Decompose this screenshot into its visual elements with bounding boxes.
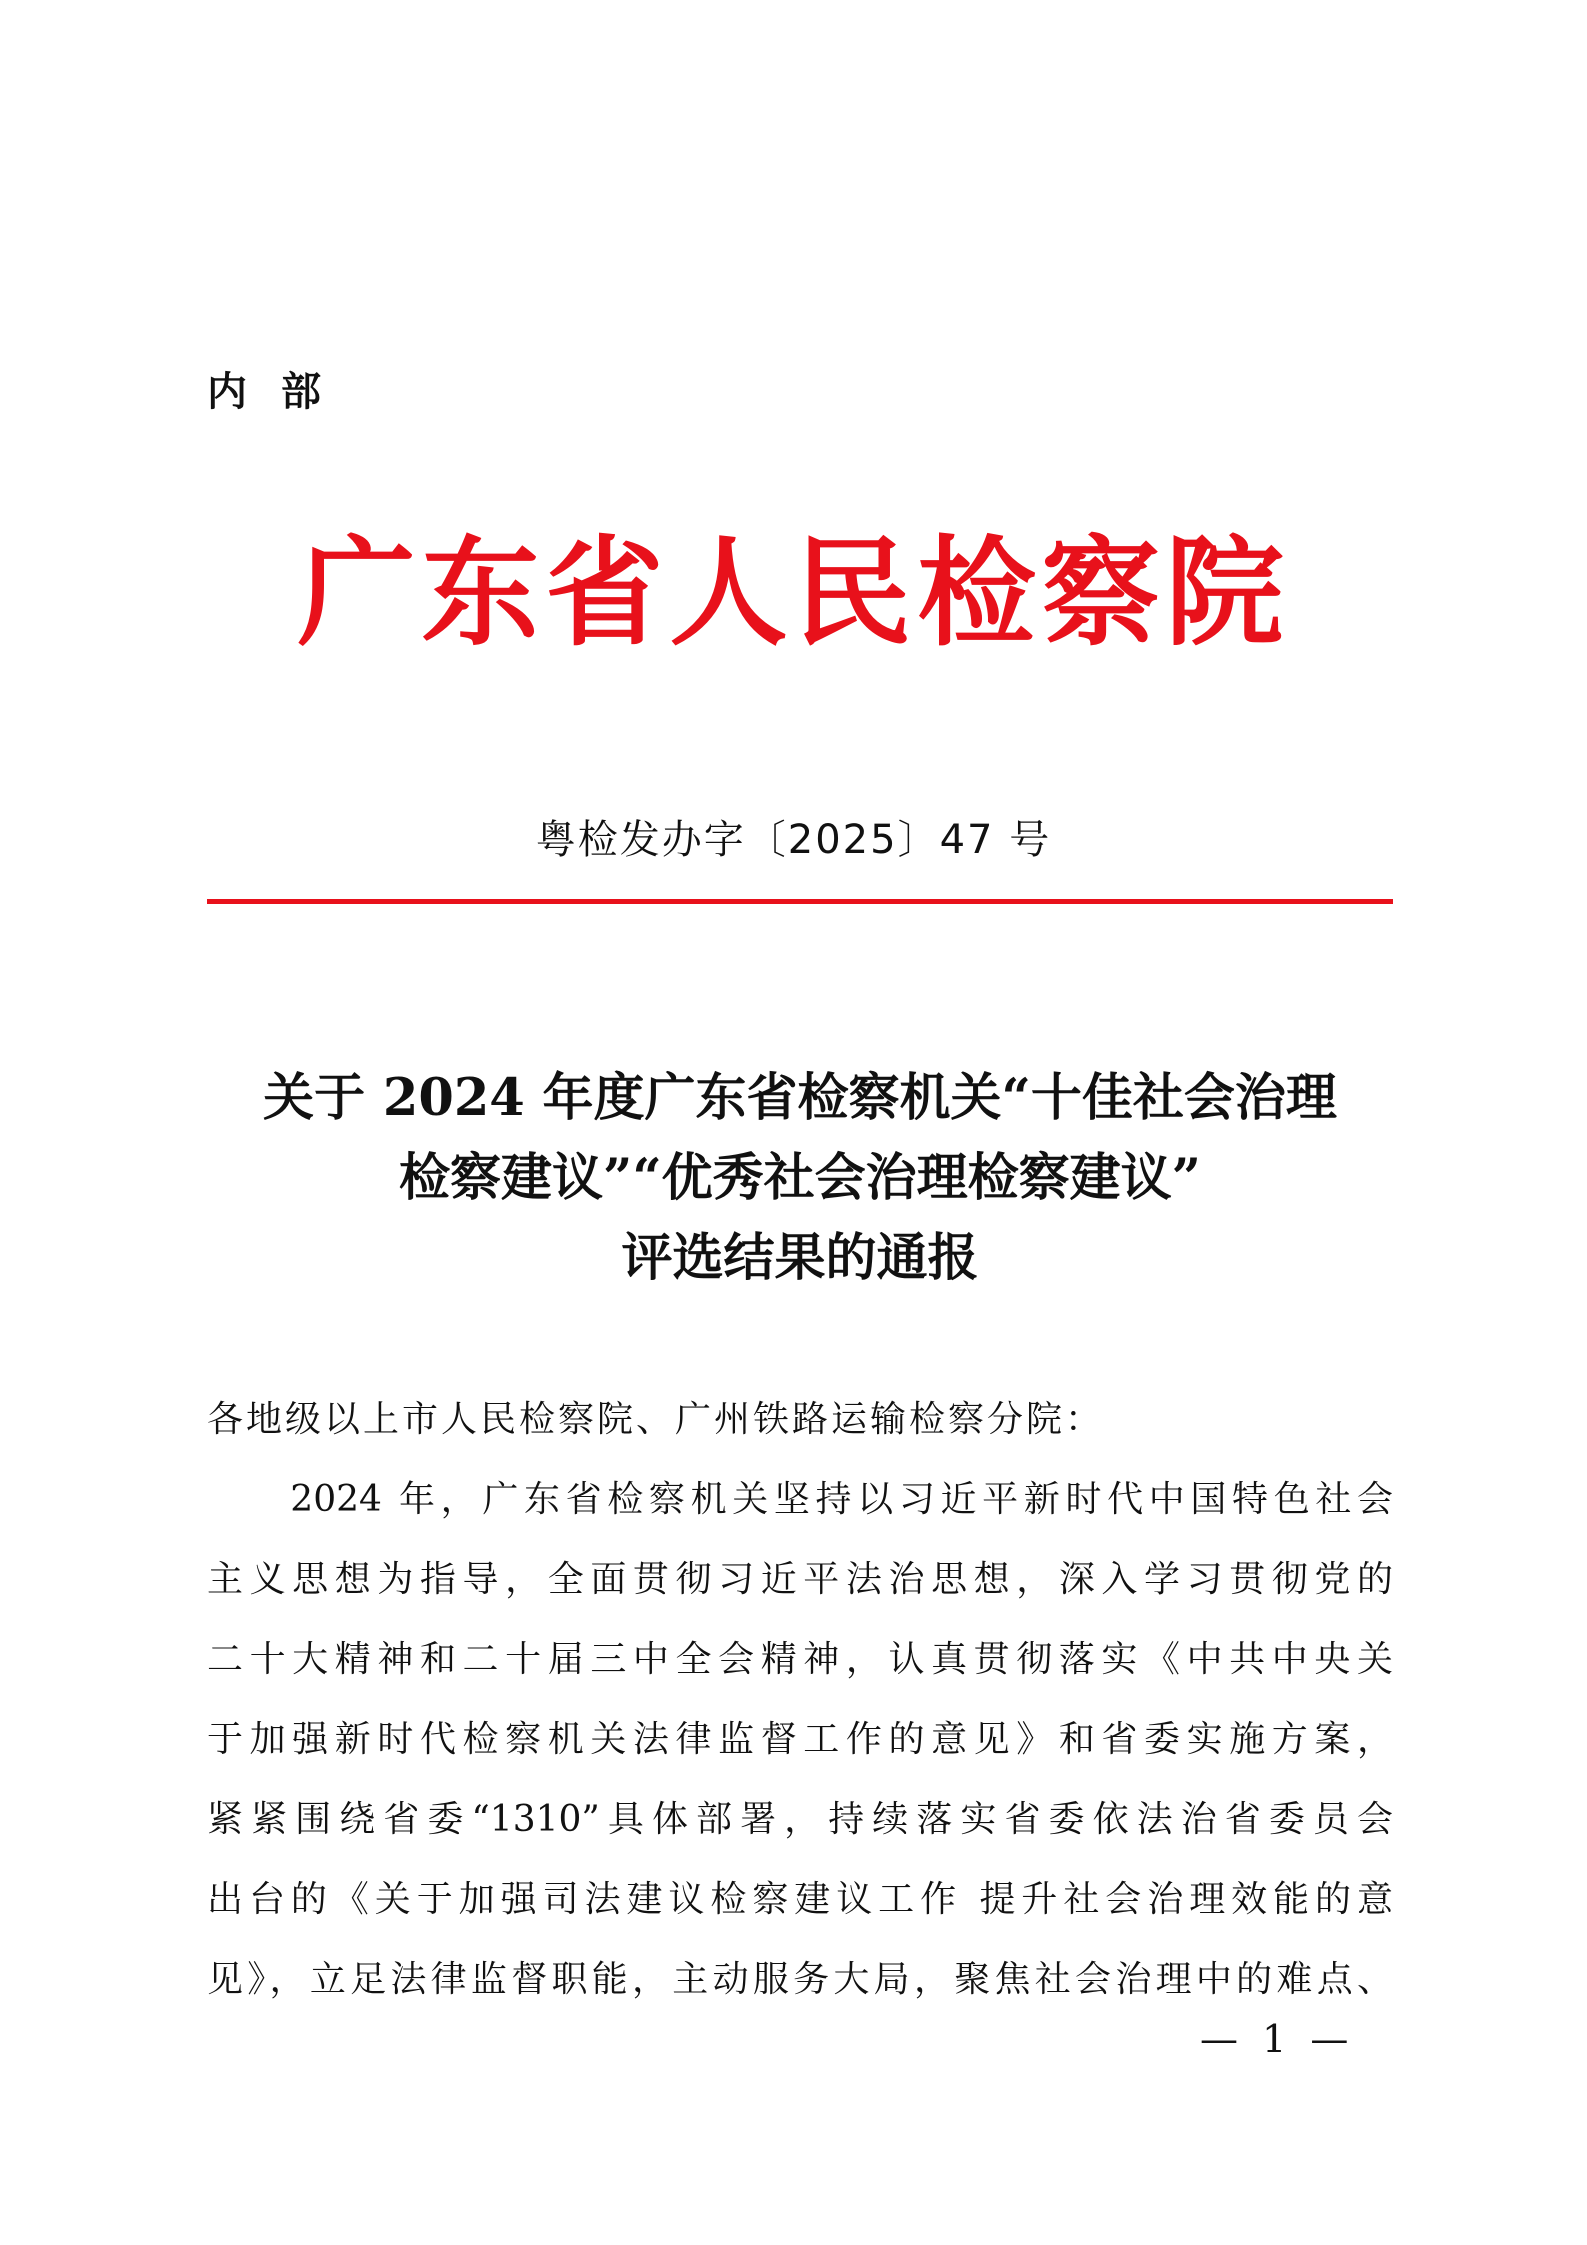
classification-label: 内部 bbox=[207, 369, 355, 415]
document-body bbox=[207, 1380, 1393, 2020]
title-line: 关于 2024 年度广东省检察机关“十佳社会治理 bbox=[263, 1068, 1337, 1128]
issuing-organization-header: 广东省人民检察院 bbox=[297, 523, 1290, 662]
body-text-line: 出台的《关于加强司法建议检察建议工作 提升社会治理效能的意 bbox=[207, 1879, 1393, 1920]
red-divider-rule bbox=[207, 899, 1393, 904]
body-text-line: 见》，立足法律监督职能，主动服务大局，聚焦社会治理中的难点、 bbox=[207, 1959, 1393, 2000]
title-line: 评选结果的通报 bbox=[621, 1228, 979, 1288]
body-text-line: 2024 年，广东省检察机关坚持以习近平新时代中国特色社会 bbox=[207, 1479, 1393, 1520]
body-text-line: 于加强新时代检察机关法律监督工作的意见》和省委实施方案， bbox=[207, 1719, 1393, 1760]
recipient-line: 各地级以上市人民检察院、广州铁路运输检察分院： bbox=[207, 1399, 1105, 1440]
page-number: — 1 — bbox=[1200, 2017, 1355, 2061]
document-number: 粤检发办字〔2025〕47 号 bbox=[535, 817, 1052, 863]
title-line: 检察建议”“优秀社会治理检察建议” bbox=[398, 1148, 1201, 1208]
document-title bbox=[207, 1058, 1393, 1298]
body-text-line: 主义思想为指导，全面贯彻习近平法治思想，深入学习贯彻党的 bbox=[207, 1559, 1393, 1600]
body-text-line: 二十大精神和二十届三中全会精神，认真贯彻落实《中共中央关 bbox=[207, 1639, 1393, 1680]
body-text-line: 紧紧围绕省委“1310”具体部署，持续落实省委依法治省委员会 bbox=[207, 1799, 1393, 1840]
